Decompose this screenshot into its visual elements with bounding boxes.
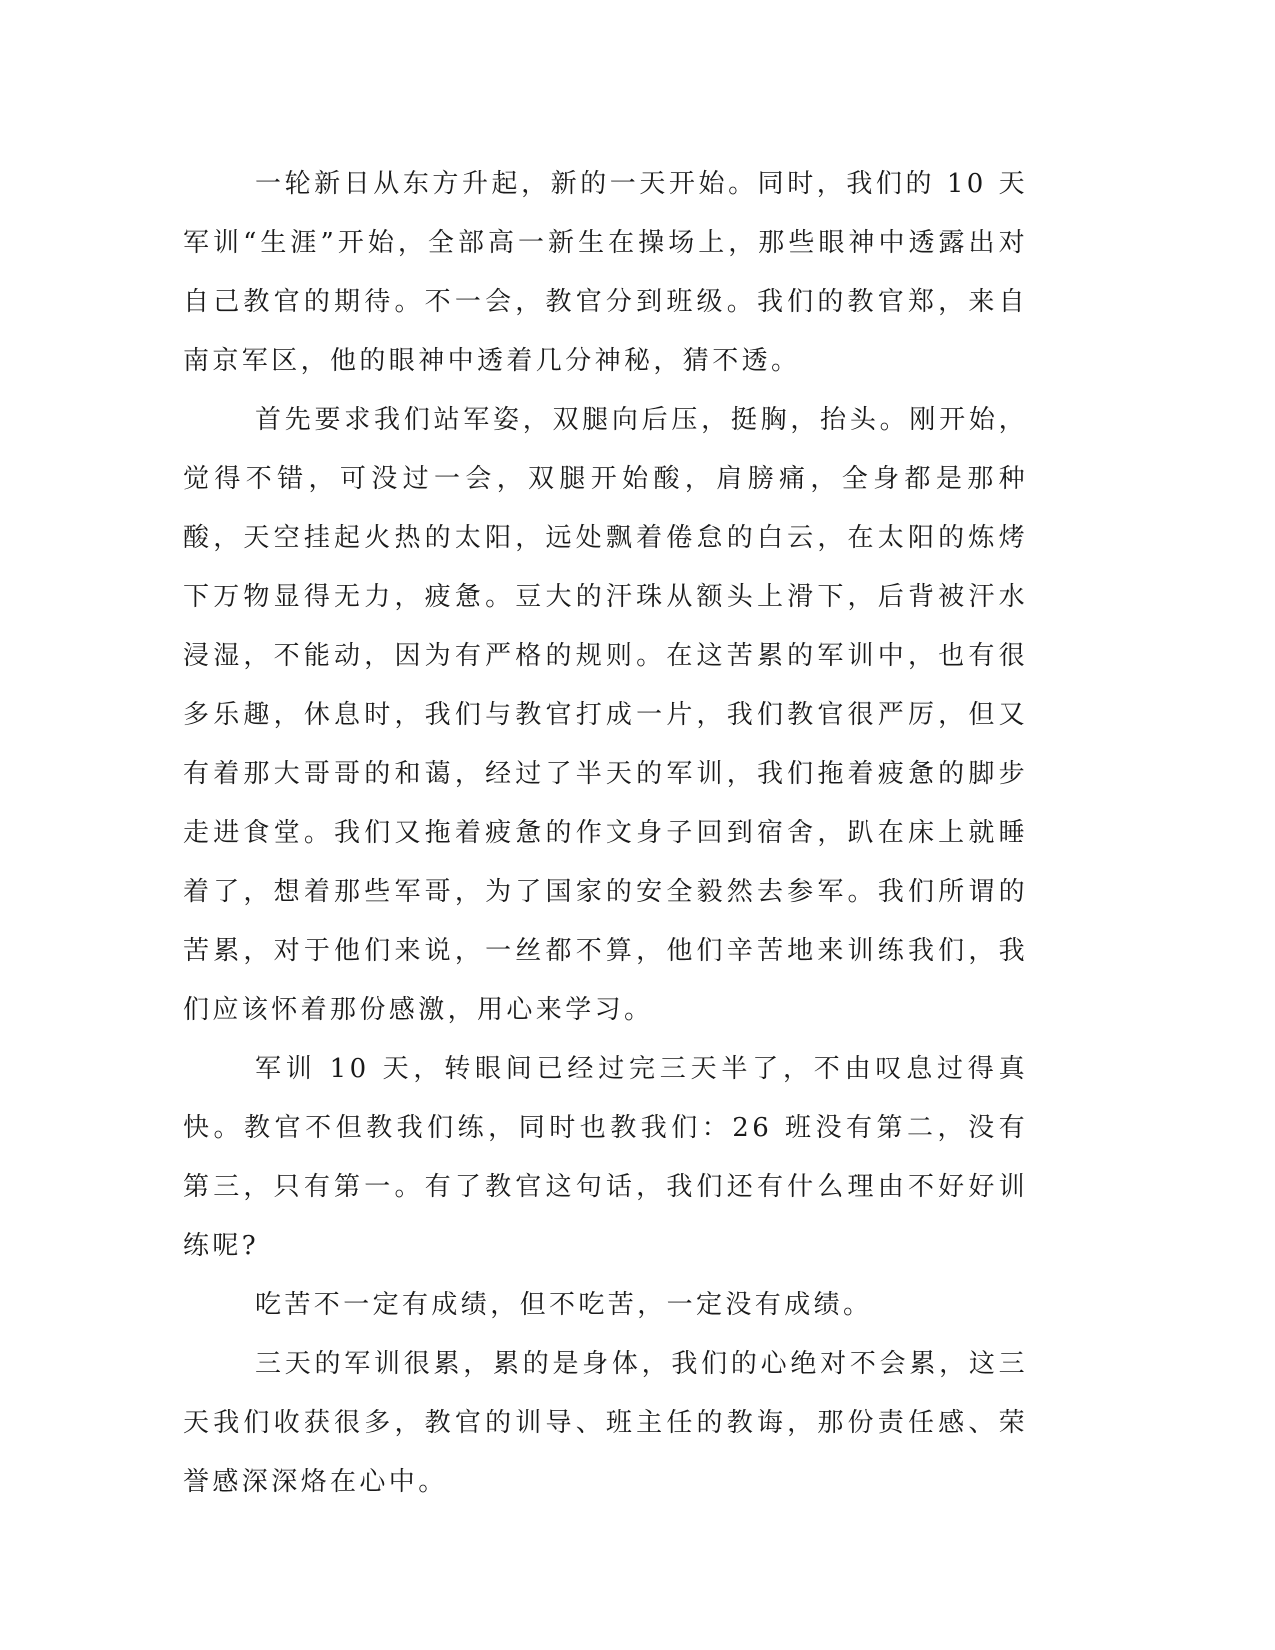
paragraph-5: 三天的军训很累，累的是身体，我们的心绝对不会累，这三天我们收获很多，教官的训导、班主任的教诲，那份责任感、荣誉感深深烙在心中。: [183, 1349, 1028, 1497]
paragraph-2: 首先要求我们站军姿，双腿向后压，挺胸，抬头。刚开始，觉得不错，可没过一会，双腿开始酸，肩膀痛，全身都是那种酸，天空挂起火热的太阳，远处飘着倦怠的白云，在太阳的炼烤下万物显得无力，疲惫。豆大的汗珠从额头上滑下，后背被汗水浸湿，不能动，因为有严格的规则。在这苦累的军训中，也有很多乐趣，休息时，我们与教官打成一片，我们教官很严厉，但又有着那大哥哥的和蔼，经过了半天的军训，我们拖着疲惫的脚步走进食堂。我们又拖着疲惫的作文身子回到宿舍，趴在床上就睡着了，想着那些军哥，为了国家的安全毅然去参军。我们所谓的苦累，对于他们来说，一丝都不算，他们辛苦地来训练我们，我们应该怀着那份感激，用心来学习。: [183, 405, 1028, 1025]
paragraph-1: 一轮新日从东方升起，新的一天开始。同时，我们的 10 天军训“生涯”开始，全部高一新生在操场上，那些眼神中透露出对自己教官的期待。不一会，教官分到班级。我们的教官郑，来自南京军区，他的眼神中透着几分神秘，猜不透。: [183, 169, 1028, 376]
paragraph-4: 吃苦不一定有成绩，但不吃苦，一定没有成绩。: [255, 1290, 873, 1320]
paragraph-3: 军训 10 天，转眼间已经过完三天半了，不由叹息过得真快。教官不但教我们练，同时也教我们：26 班没有第二，没有第三，只有第一。有了教官这句话，我们还有什么理由不好好训练呢?: [183, 1054, 1028, 1261]
document-body: [183, 155, 1028, 1512]
